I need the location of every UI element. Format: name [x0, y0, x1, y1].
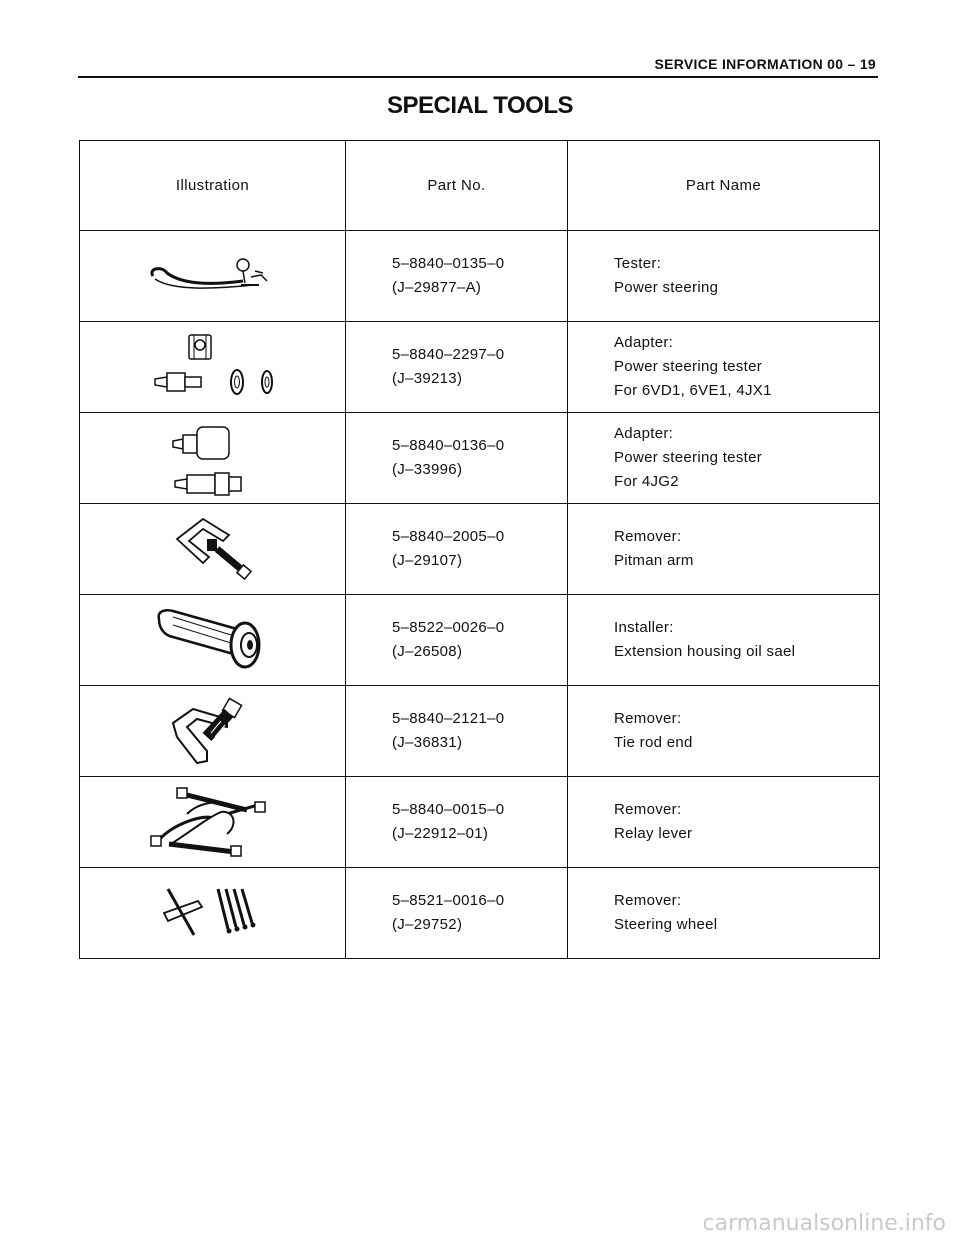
part-name-line: For 6VD1, 6VE1, 4JX1: [614, 382, 772, 399]
part-name-line: Relay lever: [614, 825, 693, 842]
part-name-cell: [568, 413, 880, 504]
part-number: 5–8840–0136–0: [392, 437, 505, 454]
part-number-cell: [346, 777, 568, 868]
part-name-line: Power steering: [614, 279, 719, 296]
column-header-part-name: Part Name: [568, 141, 880, 231]
seal-installer-icon: [153, 605, 273, 675]
part-name-cell: [568, 686, 880, 777]
tool-number: (J–22912–01): [392, 825, 489, 842]
part-number-cell: [346, 686, 568, 777]
relay-lever-puller-icon: [143, 784, 283, 860]
part-name-line: Remover:: [614, 710, 682, 727]
part-name-line: Tie rod end: [614, 734, 693, 751]
pitman-arm-puller-icon: [163, 513, 263, 585]
part-number: 5–8840–0135–0: [392, 255, 505, 272]
part-name-line: Pitman arm: [614, 552, 694, 569]
part-number-cell: [346, 413, 568, 504]
tool-number: (J–36831): [392, 734, 463, 751]
column-header-part-no: Part No.: [346, 141, 568, 231]
illustration-cell: [80, 595, 346, 686]
section-page-number: SERVICE INFORMATION 00 – 19: [654, 56, 876, 72]
part-number-cell: [346, 322, 568, 413]
steering-wheel-puller-icon: [158, 883, 268, 943]
tie-rod-puller-icon: [163, 693, 263, 769]
part-name-line: Remover:: [614, 528, 682, 545]
tool-number: (J–29877–A): [392, 279, 482, 296]
illustration-cell: [80, 868, 346, 959]
page-header: [78, 54, 878, 78]
part-number-cell: [346, 868, 568, 959]
tool-number: (J–29752): [392, 916, 463, 933]
tool-number: (J–26508): [392, 643, 463, 660]
hex-adapter-fittings-icon: [143, 331, 283, 403]
illustration-cell: [80, 686, 346, 777]
part-number: 5–8840–2005–0: [392, 528, 505, 545]
part-name-cell: [568, 231, 880, 322]
table-row: [80, 595, 880, 686]
part-name-cell: [568, 322, 880, 413]
tool-number: (J–39213): [392, 370, 463, 387]
column-header-illustration: Illustration: [80, 141, 346, 231]
part-name-line: Adapter:: [614, 425, 674, 442]
part-name-line: Extension housing oil sael: [614, 643, 796, 660]
special-tools-table: [79, 140, 880, 959]
part-number: 5–8840–2121–0: [392, 710, 505, 727]
part-number-cell: [346, 595, 568, 686]
part-name-cell: [568, 504, 880, 595]
part-number: 5–8522–0026–0: [392, 619, 505, 636]
table-row: [80, 868, 880, 959]
part-number-cell: [346, 504, 568, 595]
tool-number: (J–33996): [392, 461, 463, 478]
part-name-line: Adapter:: [614, 334, 674, 351]
table-row: [80, 504, 880, 595]
page-title: SPECIAL TOOLS: [387, 92, 573, 119]
tool-number: (J–29107): [392, 552, 463, 569]
part-name-line: Remover:: [614, 892, 682, 909]
table-row: [80, 231, 880, 322]
part-name-line: Remover:: [614, 801, 682, 818]
table-header-row: [80, 141, 880, 231]
part-number: 5–8521–0016–0: [392, 892, 505, 909]
illustration-cell: [80, 231, 346, 322]
part-name-line: For 4JG2: [614, 473, 679, 490]
illustration-cell: [80, 322, 346, 413]
part-name-cell: [568, 595, 880, 686]
table-row: [80, 322, 880, 413]
table-row: [80, 777, 880, 868]
illustration-cell: [80, 777, 346, 868]
part-name-line: Tester:: [614, 255, 662, 272]
watermark: carmanualsonline.info: [702, 1211, 946, 1236]
part-name-line: Installer:: [614, 619, 674, 636]
part-name-cell: [568, 777, 880, 868]
part-name-line: Power steering tester: [614, 358, 763, 375]
part-number: 5–8840–2297–0: [392, 346, 505, 363]
part-number-cell: [346, 231, 568, 322]
pressure-tester-hose-icon: [143, 251, 283, 301]
table-row: [80, 413, 880, 504]
adapter-fittings-icon: [153, 419, 273, 497]
part-number: 5–8840–0015–0: [392, 801, 505, 818]
illustration-cell: [80, 413, 346, 504]
table-row: [80, 686, 880, 777]
illustration-cell: [80, 504, 346, 595]
part-name-line: Steering wheel: [614, 916, 718, 933]
part-name-cell: [568, 868, 880, 959]
part-name-line: Power steering tester: [614, 449, 763, 466]
